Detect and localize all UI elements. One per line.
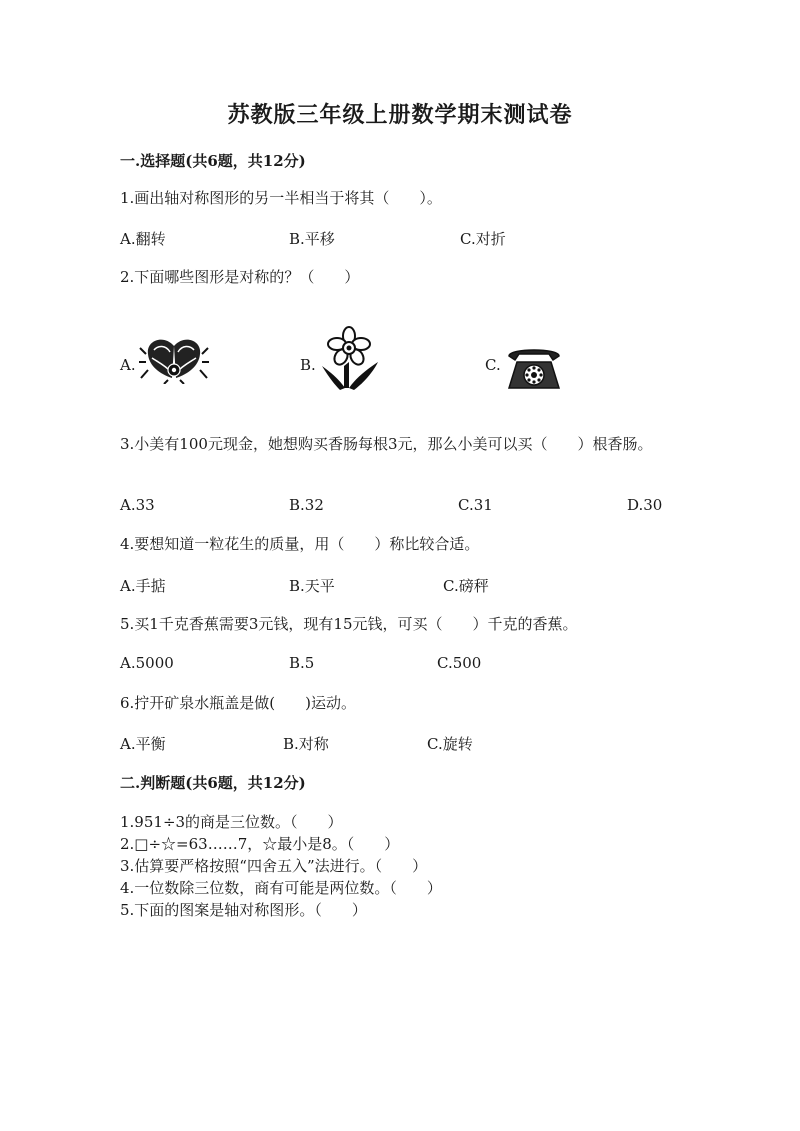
q4-option-c: C.磅秤	[443, 577, 489, 595]
question-4: 4.要想知道一粒花生的质量，用（ ）称比较合适。	[120, 535, 480, 553]
section-heading-judgment: 二.判断题(共6题，共12分)	[120, 774, 306, 792]
q5-option-b: B.5	[289, 654, 315, 672]
q3-option-c: C.31	[458, 496, 493, 514]
q5-option-c: C.500	[437, 654, 482, 672]
question-2: 2.下面哪些图形是对称的？（ ）	[120, 268, 360, 286]
q2-option-a: A.	[120, 356, 136, 374]
q1-option-c: C.对折	[460, 230, 506, 248]
q6-option-c: C.旋转	[427, 735, 473, 753]
insect-icon	[138, 336, 210, 388]
judgment-item-1: 1.951÷3的商是三位数。（ ）	[120, 813, 343, 831]
judgment-item-3: 3.估算要严格按照“四舍五入”法进行。（ ）	[120, 857, 428, 875]
question-3: 3.小美有100元现金，她想购买香肠每根3元，那么小美可以买（ ）根香肠。	[120, 435, 653, 453]
question-6: 6.拧开矿泉水瓶盖是做( )运动。	[120, 694, 357, 712]
q2-option-c: C.	[485, 356, 501, 374]
q1-option-a: A.翻转	[120, 230, 166, 248]
q4-option-a: A.手掂	[120, 577, 166, 595]
q3-option-b: B.32	[289, 496, 324, 514]
q3-option-d: D.30	[627, 496, 663, 514]
q6-option-b: B.对称	[283, 735, 329, 753]
q4-option-b: B.天平	[289, 577, 335, 595]
question-5: 5.买1千克香蕉需要3元钱，现有15元钱，可买（ ）千克的香蕉。	[120, 615, 578, 633]
page-title: 苏教版三年级上册数学期末测试卷	[227, 102, 573, 128]
q3-option-a: A.33	[120, 496, 155, 514]
q5-option-a: A.5000	[120, 654, 174, 672]
q1-option-b: B.平移	[289, 230, 335, 248]
q2-option-b: B.	[300, 356, 316, 374]
judgment-item-4: 4.一位数除三位数，商有可能是两位数。（ ）	[120, 879, 442, 897]
question-1: 1.画出轴对称图形的另一半相当于将其（ ）。	[120, 189, 442, 207]
q6-option-a: A.平衡	[120, 735, 166, 753]
flower-icon	[318, 326, 380, 394]
judgment-item-5: 5.下面的图案是轴对称图形。（ ）	[120, 901, 367, 919]
judgment-item-2: 2.□÷☆=63……7，☆最小是8。（ ）	[120, 835, 400, 853]
section-heading-choice: 一.选择题(共6题，共12分)	[120, 152, 306, 170]
telephone-icon	[505, 346, 563, 394]
